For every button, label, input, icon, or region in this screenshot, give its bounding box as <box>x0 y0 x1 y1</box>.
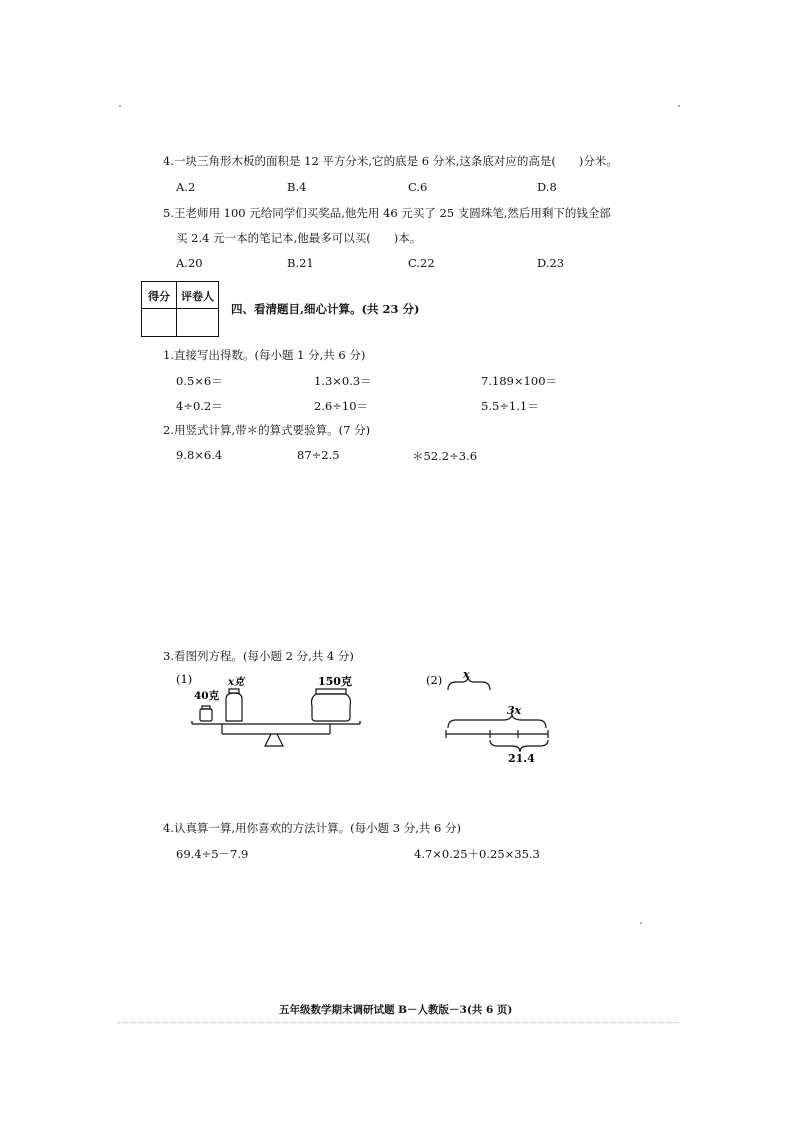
brace-3x <box>448 714 546 728</box>
q4-option-b: B.4 <box>287 180 307 194</box>
segment-3x-label: 3x <box>507 704 522 717</box>
brace-21-4 <box>490 740 548 752</box>
fulcrum-triangle <box>265 734 283 746</box>
vertical-calc-2: 87÷2.5 <box>297 448 340 462</box>
calc-1-3: 7.189×100＝ <box>481 374 558 388</box>
score-cell[interactable] <box>142 309 176 336</box>
score-label: 得分 <box>148 290 170 303</box>
fig2-label: (2) <box>426 673 443 687</box>
q5-option-c: C.22 <box>408 256 435 270</box>
scan-speck <box>678 105 680 107</box>
q5-option-b: B.21 <box>287 256 314 270</box>
question-5-line2: 买 2.4 元一本的笔记本,他最多可以买( )本。 <box>176 231 422 245</box>
vertical-calc-1: 9.8×6.4 <box>176 448 223 462</box>
q4-option-c: C.6 <box>408 180 428 194</box>
part-2-title: 2.用竖式计算,带＊的算式要验算。(7 分) <box>163 423 371 437</box>
balance-scale-figure <box>170 668 370 752</box>
part-3-title: 3.看图列方程。(每小题 2 分,共 4 分) <box>163 649 354 663</box>
segment-diagram-figure <box>420 668 550 764</box>
calc-1-1: 0.5×6＝ <box>176 374 223 388</box>
grader-label: 评卷人 <box>181 290 214 303</box>
part-1-title: 1.直接写出得数。(每小题 1 分,共 6 分) <box>163 348 366 362</box>
q4-option-a: A.2 <box>176 180 196 194</box>
question-5-line1: 5.王老师用 100 元给同学们买奖品,他先用 46 元买了 25 支圆珠笔,然后用剩下的钱全部 <box>163 206 611 220</box>
part-4-title: 4.认真算一算,用你喜欢的方法计算。(每小题 3 分,共 6 分) <box>163 821 462 835</box>
weight-40g-label: 40克 <box>194 690 220 702</box>
flexible-calc-2: 4.7×0.25＋0.25×35.3 <box>414 847 540 861</box>
scan-speck <box>640 922 642 924</box>
calc-2-2: 2.6÷10＝ <box>314 399 369 413</box>
segment-21-4-label: 21.4 <box>508 752 535 764</box>
large-jar-icon <box>312 689 351 721</box>
question-4-text: 4.一块三角形木板的面积是 12 平方分米,它的底是 6 分米,这条底对应的高是( )分米。 <box>163 154 618 168</box>
calc-2-3: 5.5÷1.1＝ <box>481 399 539 413</box>
small-jar-icon <box>200 706 212 721</box>
medium-jar-icon <box>226 689 242 721</box>
segment-x-label: x <box>463 668 470 681</box>
page-footer: 五年级数学期末调研试题 B－人教版－3(共 6 页) <box>279 1004 513 1016</box>
calc-1-2: 1.3×0.3＝ <box>314 374 372 388</box>
vertical-calc-3: ＊52.2÷3.6 <box>412 449 478 463</box>
q4-option-d: D.8 <box>537 180 557 194</box>
footer-divider <box>118 1022 678 1023</box>
fig1-label: (1) <box>176 672 193 686</box>
grader-cell[interactable] <box>177 309 218 336</box>
q5-option-a: A.20 <box>176 256 203 270</box>
scan-speck <box>119 105 121 107</box>
weight-x-label: x克 <box>228 677 244 688</box>
q5-option-d: D.23 <box>537 256 565 270</box>
section-4-title: 四、看清题目,细心计算。(共 23 分) <box>231 302 420 316</box>
score-table <box>141 281 219 337</box>
calc-2-1: 4÷0.2＝ <box>176 399 223 413</box>
weight-150g-label: 150克 <box>318 675 352 688</box>
flexible-calc-1: 69.4÷5－7.9 <box>176 847 249 861</box>
